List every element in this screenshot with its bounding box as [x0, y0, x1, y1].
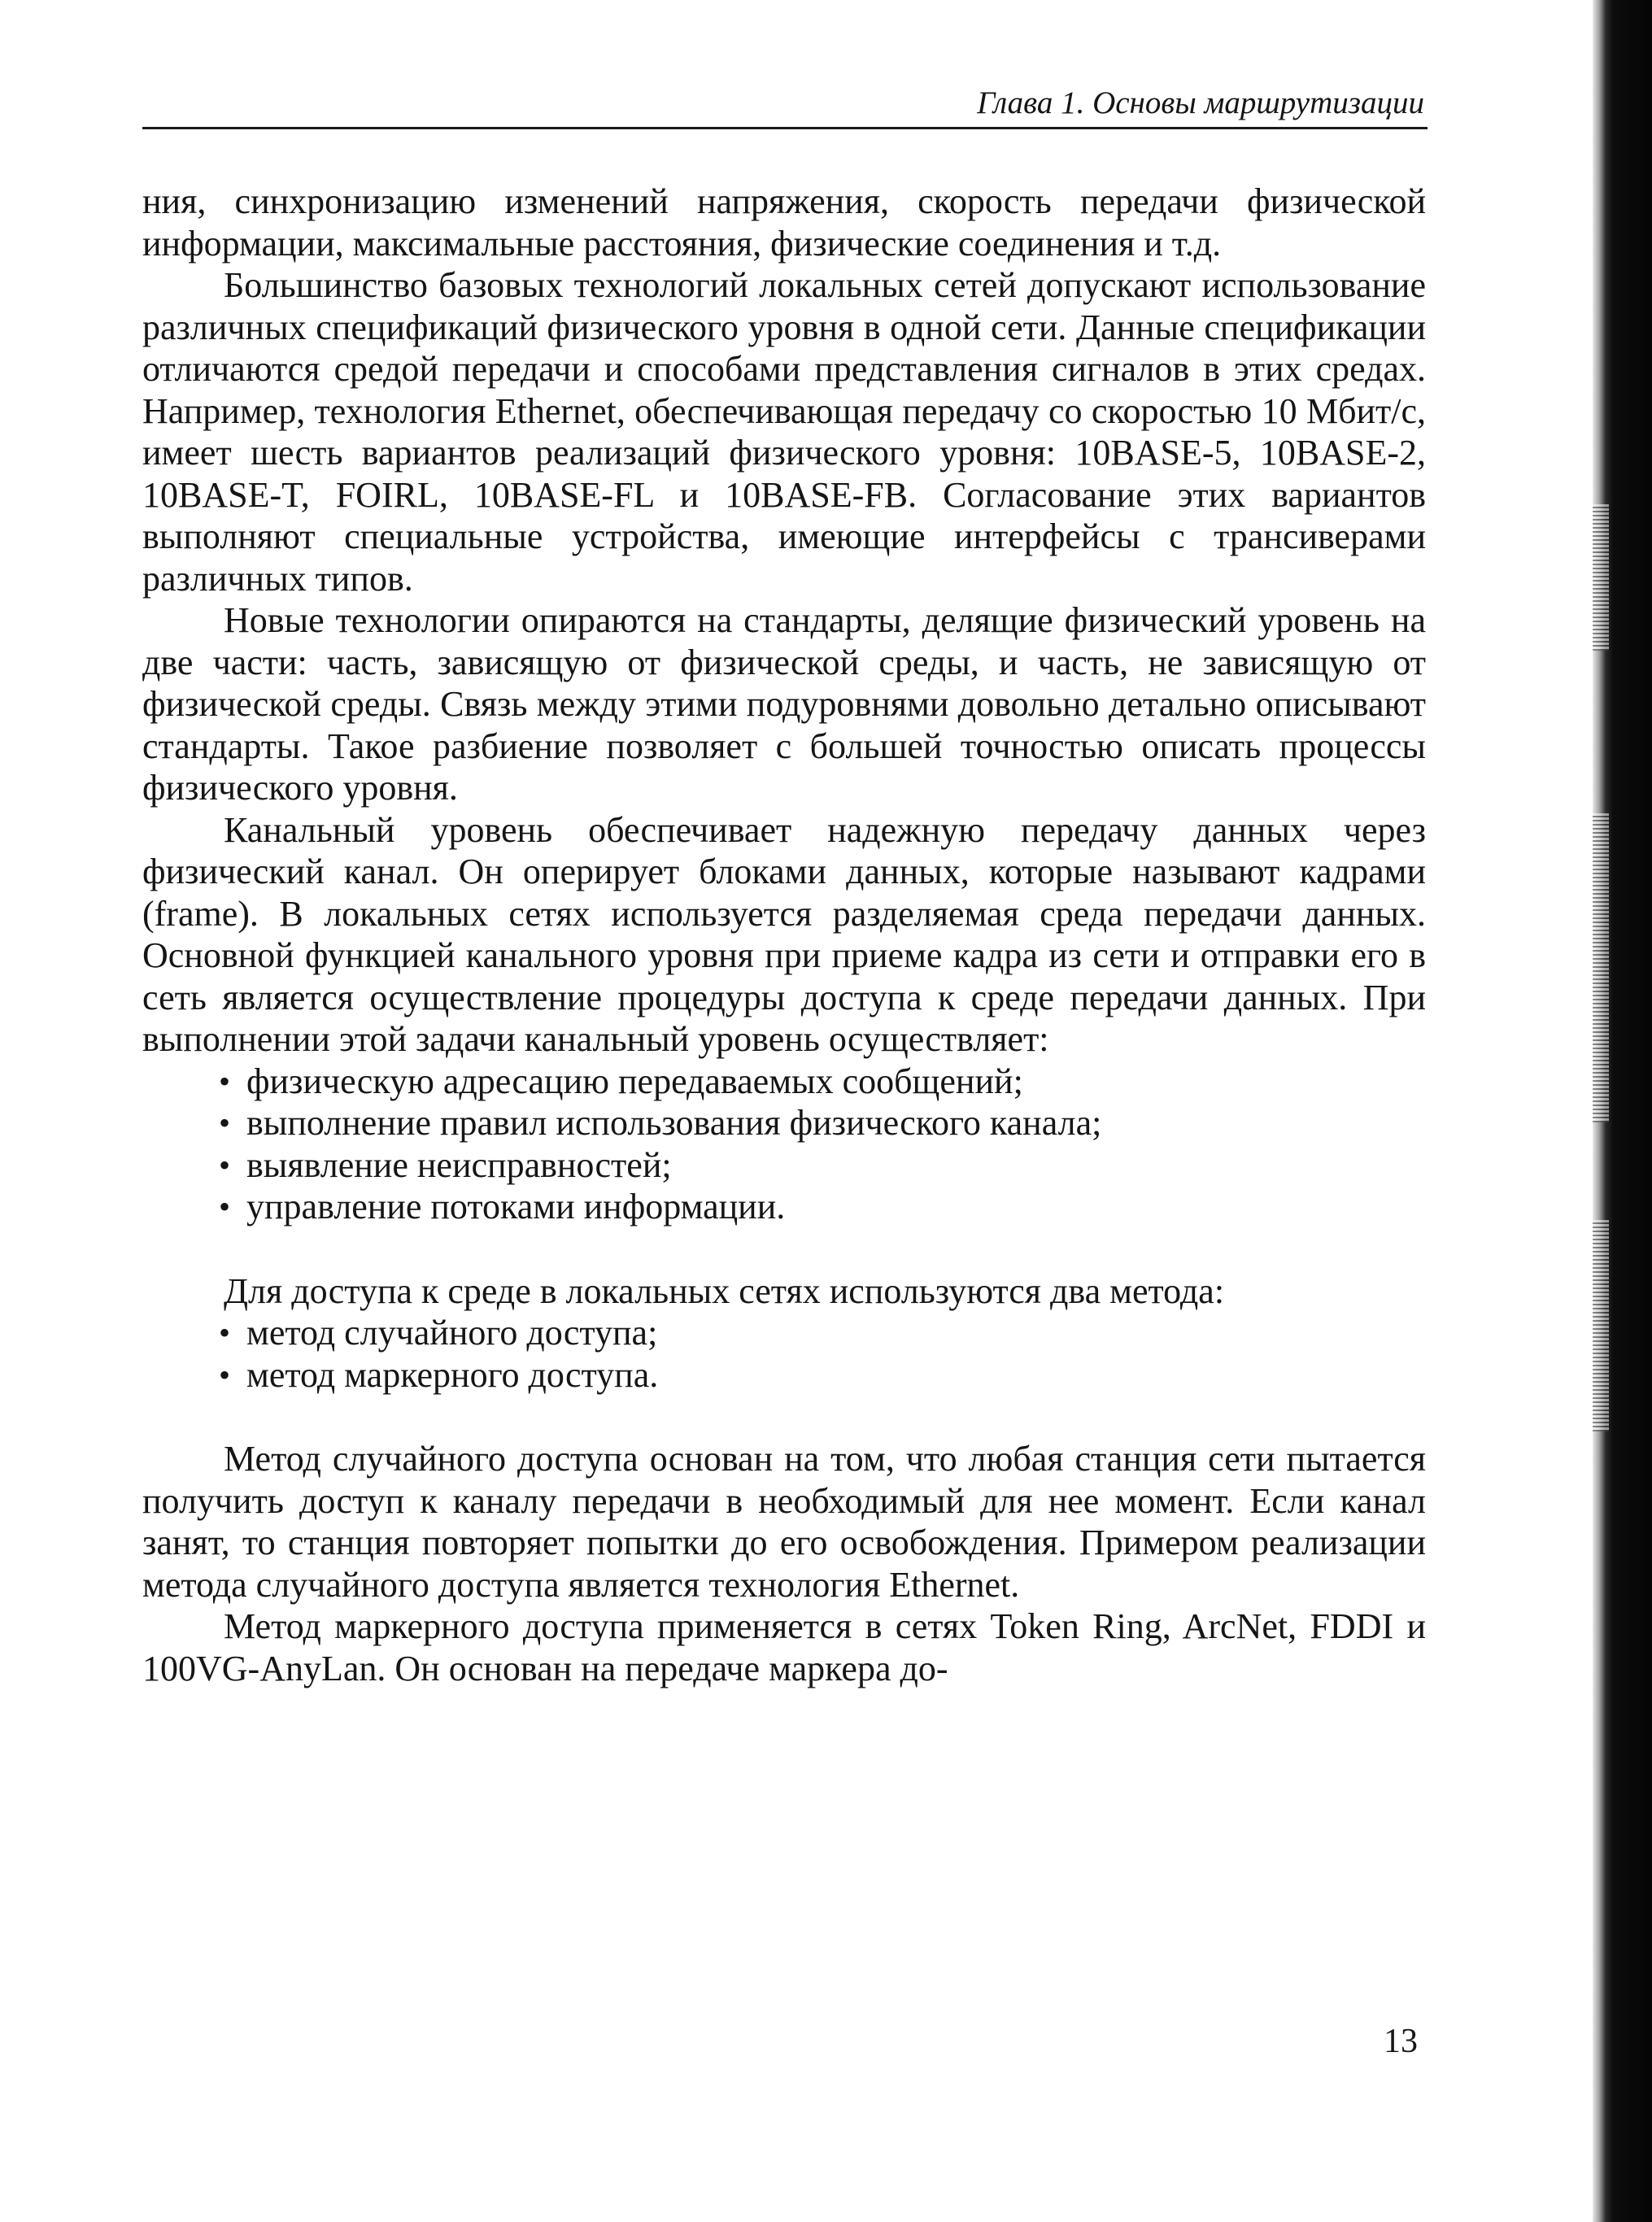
- data-link-functions-list: [142, 1061, 1426, 1228]
- bullet-icon: •: [219, 1188, 231, 1225]
- page-body: [142, 181, 1426, 1689]
- scan-binding-edge: [1593, 0, 1652, 2222]
- list-item: • выявление неисправностей;: [219, 1144, 672, 1185]
- scan-artifact: [1593, 504, 1609, 651]
- bullet-icon: •: [219, 1314, 231, 1351]
- access-methods-list: [142, 1312, 1426, 1396]
- paragraph-7: Метод маркерного доступа применяется в сетях Token Ring, ArcNet, FDDI и 100VG-AnyLan. Он основан на передаче маркера до-: [142, 1606, 1426, 1688]
- paragraph-5: Для доступа к среде в локальных сетях используются два метода:: [224, 1270, 1225, 1311]
- running-header: [142, 81, 1428, 129]
- scan-artifact: [1593, 1220, 1609, 1431]
- running-title: Глава 1. Основы маршрутизации: [977, 85, 1424, 120]
- bullet-icon: •: [219, 1356, 231, 1393]
- scan-artifact: [1593, 813, 1609, 1122]
- list-item: • метод маркерного доступа.: [219, 1354, 659, 1395]
- list-item: • метод случайного доступа;: [219, 1313, 658, 1353]
- paragraph-2: Большинство базовых технологий локальных сетей допускают использование различных спецификаций физического уровня в одной сети. Данные спецификации отличаются средой передачи и способами представления сигналов в этих средах. Например, технология Ethernet, обеспечивающая передачу со скоростью 10 Мбит/с, имеет шесть вариантов реализаций физического уровня: 10BASE-5, 10BASE-2, 10BASE-T, FOIRL, 10BASE-FL и 10BASE-FB. Согласование этих вариантов выполняют специальные устройства, имеющие интерфейсы с трансиверами различных типов.: [142, 265, 1426, 599]
- bullet-icon: •: [219, 1104, 231, 1141]
- paragraph-6: Метод случайного доступа основан на том, что любая станция сети пытается получить доступ к каналу передачи в необходимый для нее момент. Если канал занят, то станция повторяет попытки до его освобождения. Примером реализации метода случайного доступа является технология Ethernet.: [142, 1439, 1426, 1605]
- bullet-icon: •: [219, 1146, 231, 1183]
- spacer: [142, 1228, 1426, 1270]
- list-item: • физическую адресацию передаваемых сообщений;: [219, 1061, 1023, 1101]
- list-item: • выполнение правил использования физического канала;: [219, 1103, 1102, 1143]
- list-item: • управление потоками информации.: [219, 1187, 786, 1226]
- spacer: [142, 1396, 1426, 1438]
- page-number: 13: [1384, 2023, 1418, 2060]
- bullet-icon: •: [219, 1062, 231, 1100]
- paragraph-3: Новые технологии опираются на стандарты, делящие физический уровень на две части: часть, зависящую от физической среды, и часть, не зависящую от физической среды. Связь между этими подуровнями довольно детально описывают стандарты. Такое разбиение позволяет с большей точностью описать процессы физического уровня.: [142, 600, 1426, 808]
- paragraph-1: ния, синхронизацию изменений напряжения, скорость передачи физической информации, максимальные расстояния, физические соединения и т.д.: [142, 181, 1426, 264]
- paragraph-4: Канальный уровень обеспечивает надежную передачу данных через физический канал. Он оперирует блоками данных, которые называют кадрами (frame). В локальных сетях используется разделяемая среда передачи данных. Основной функцией канального уровня при приеме кадра из сети и отправки его в сеть является осуществление процедуры доступа к среде передачи данных. При выполнении этой задачи канальный уровень осуществляет:: [142, 809, 1426, 1059]
